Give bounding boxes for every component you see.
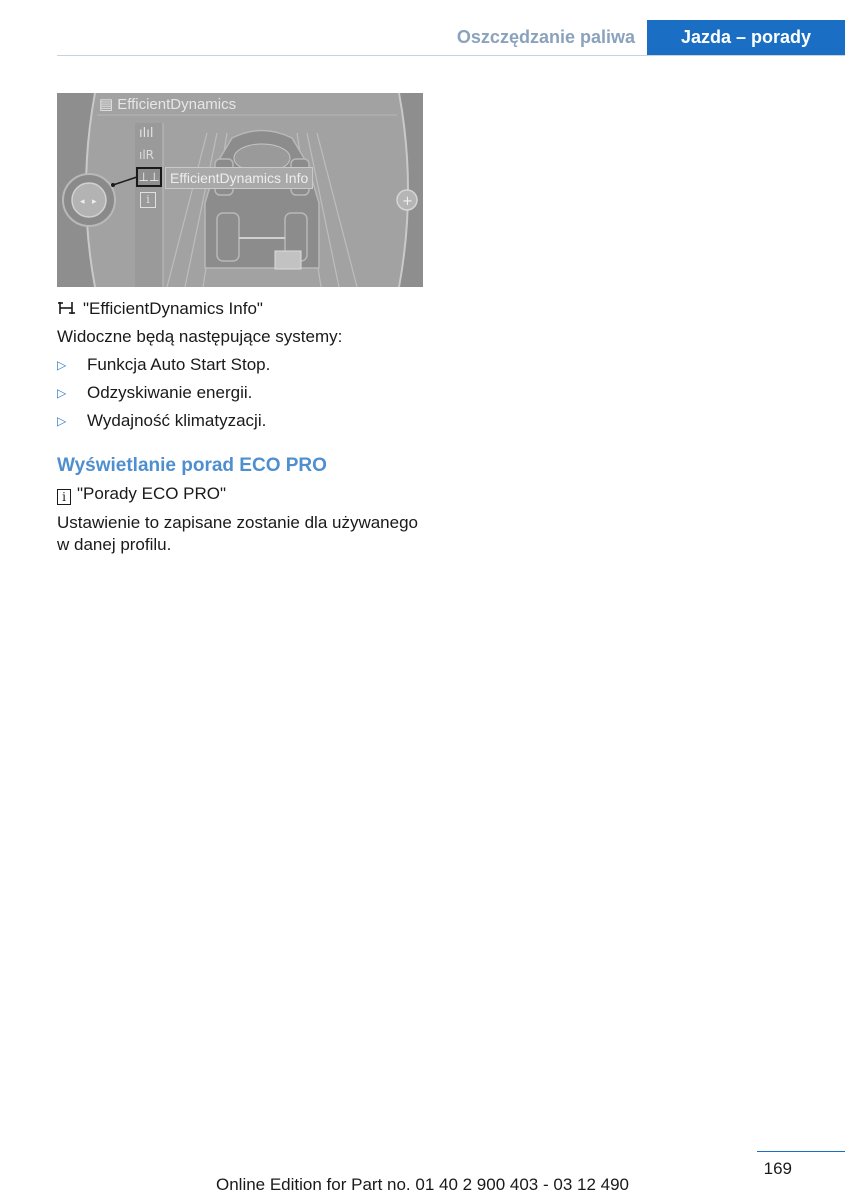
menu-item-text: "EfficientDynamics Info" [83,299,263,318]
page-number: 169 [763,1159,792,1178]
section-heading: Wyświetlanie porad ECO PRO [57,455,327,476]
svg-text:+: + [402,194,413,209]
efficient-dynamics-info-icon: ⊥⊥ [136,167,162,187]
info-icon: i [57,489,71,505]
header-chapter-tab: Jazda – porady [647,20,845,55]
screen-title: ▤ EfficientDynamics [99,96,237,113]
consumption-menu-icon: ▤ [99,96,114,113]
intro-text: Widoczne będą następujące systemy: [57,327,343,346]
note-line-1: Ustawienie to zapisane zostanie dla używanego [57,513,419,532]
eco-stats-icon: ılR [139,148,155,162]
list-item: ▷ Funkcja Auto Start Stop. [57,355,271,374]
svg-text:◂: ◂ [80,197,85,207]
tips-item-text: "Porady ECO PRO" [77,484,227,503]
header-rule [57,55,845,56]
consumption-history-icon: ılıl [139,126,154,141]
page-number-rule [757,1151,845,1152]
idrive-screen-illustration [57,93,423,287]
info-icon: i [140,192,156,208]
screen-highlight-label: EfficientDynamics Info [165,167,313,189]
list-item: ▷ Odzyskiwanie energii. [57,383,253,402]
tips-item-line [57,483,226,505]
header-section-title: Oszczędzanie paliwa [456,27,635,47]
efficient-dynamics-info-icon [57,300,77,322]
svg-text:▸: ▸ [92,197,97,207]
note-line-2: w danej profilu. [57,535,172,554]
list-item: ▷ Wydajność klimatyzacji. [57,411,267,430]
edition-footer: Online Edition for Part no. 01 40 2 900 403 - 03 12 490 [215,1175,629,1194]
bullet-triangle-icon: ▷ [57,414,67,428]
bullet-triangle-icon: ▷ [57,358,67,372]
menu-item-line [57,298,263,322]
bullet-triangle-icon: ▷ [57,386,67,400]
